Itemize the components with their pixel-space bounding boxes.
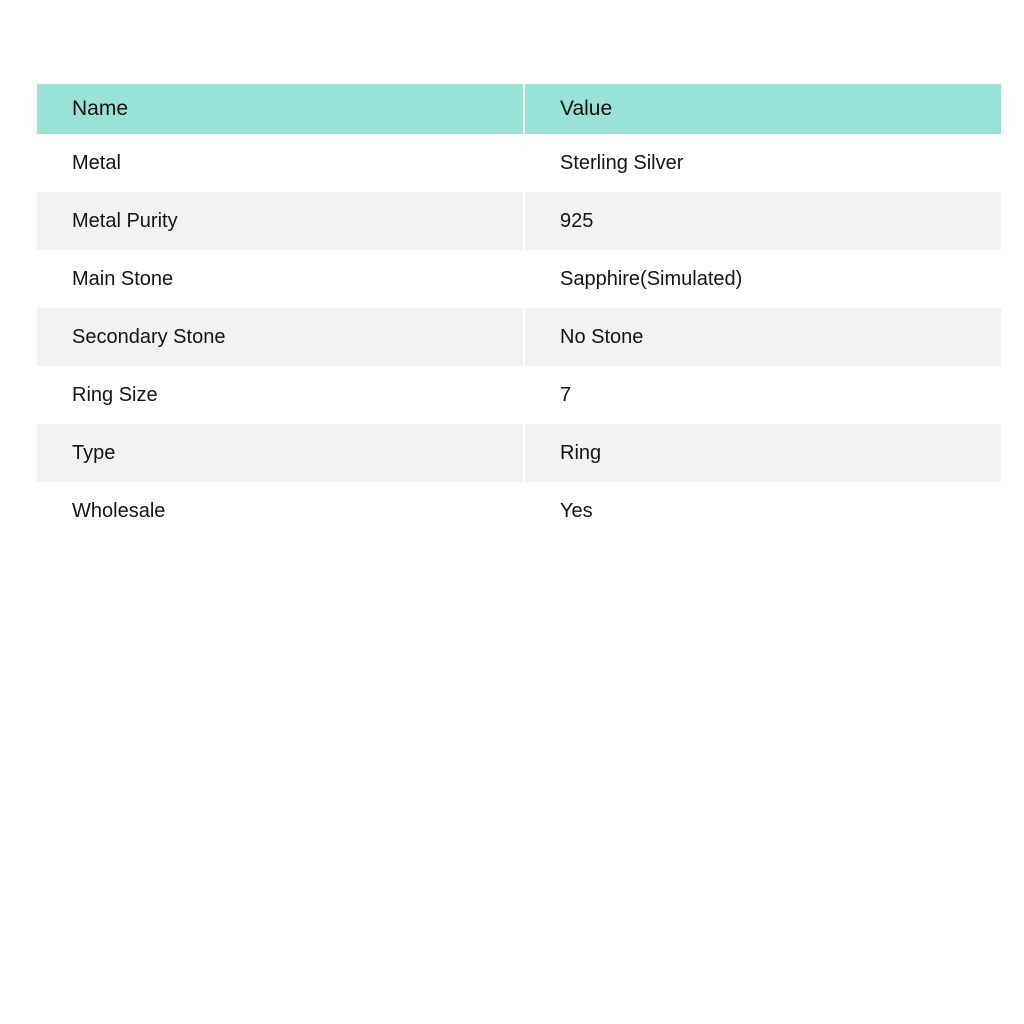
table-row bbox=[37, 308, 1001, 366]
table-row bbox=[37, 192, 1001, 250]
table-row bbox=[37, 482, 1001, 540]
cell-attribute-name: Main Stone bbox=[72, 268, 174, 290]
cell-attribute-name: Ring Size bbox=[72, 384, 158, 406]
table-row bbox=[37, 250, 1001, 308]
product-spec-table bbox=[37, 84, 1001, 540]
cell-attribute-value: Ring bbox=[523, 424, 1001, 482]
cell-attribute-name: Type bbox=[72, 442, 116, 464]
cell-attribute-value: 7 bbox=[523, 366, 1001, 424]
header-cell-name: Name bbox=[72, 97, 129, 121]
cell-attribute-name: Secondary Stone bbox=[72, 326, 226, 348]
table-header-row bbox=[37, 84, 1001, 134]
header-cell-value: Value bbox=[523, 84, 1001, 134]
table-row bbox=[37, 366, 1001, 424]
cell-attribute-value: 925 bbox=[523, 192, 1001, 250]
cell-attribute-value: Yes bbox=[523, 482, 1001, 540]
cell-attribute-name: Metal bbox=[72, 152, 121, 174]
table-row bbox=[37, 134, 1001, 192]
cell-attribute-value: No Stone bbox=[523, 308, 1001, 366]
cell-attribute-value: Sapphire(Simulated) bbox=[523, 250, 1001, 308]
cell-attribute-name: Wholesale bbox=[72, 500, 166, 522]
table-row bbox=[37, 424, 1001, 482]
cell-attribute-name: Metal Purity bbox=[72, 210, 178, 232]
cell-attribute-value: Sterling Silver bbox=[523, 134, 1001, 192]
